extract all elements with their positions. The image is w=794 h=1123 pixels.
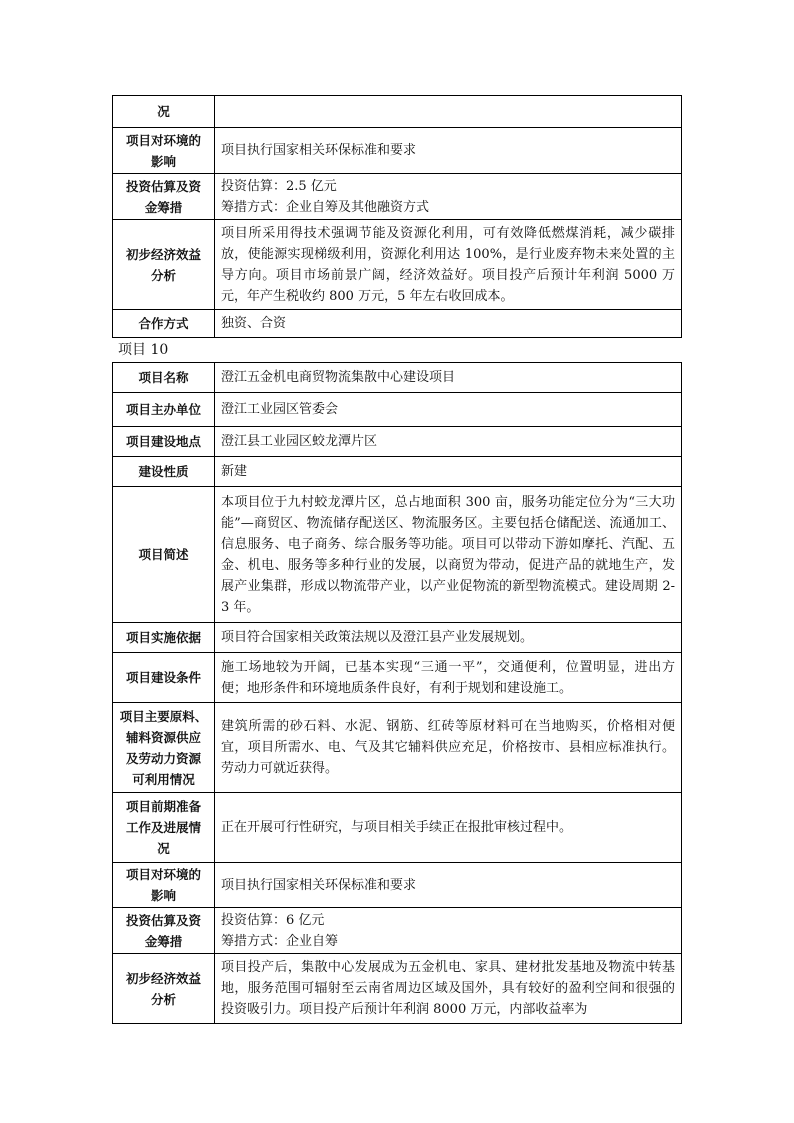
row-value: 项目符合国家相关政策法规以及澄江县产业发展规划。	[215, 623, 682, 653]
row-label: 项目名称	[113, 363, 215, 393]
table-row	[113, 427, 682, 457]
project-10-table	[112, 362, 682, 1024]
row-label: 项目实施依据	[113, 623, 215, 653]
project-9-table-continuation	[112, 95, 682, 338]
row-label: 项目前期准备 工作及进展情 况	[113, 793, 215, 863]
row-label: 投资估算及资 金筹措	[113, 174, 215, 220]
row-value: 独资、合资	[215, 310, 682, 338]
table-row	[113, 653, 682, 703]
table-row	[113, 128, 682, 174]
row-label: 项目对环境的 影响	[113, 128, 215, 174]
row-label: 合作方式	[113, 310, 215, 338]
row-label: 项目建设条件	[113, 653, 215, 703]
row-label: 项目主办单位	[113, 393, 215, 427]
row-value: 新建	[215, 457, 682, 487]
row-value	[215, 96, 682, 128]
table-row	[113, 310, 682, 338]
row-label: 投资估算及资 金筹措	[113, 908, 215, 954]
table-row	[113, 908, 682, 954]
row-value: 项目投产后，集散中心发展成为五金机电、家具、建材批发基地及物流中转基地，服务范围可辐射至云南省周边区域及国外，具有较好的盈利空间和很强的投资吸引力。项目投产后预计年利润 8000 万元，内部收益率为	[215, 954, 682, 1024]
row-label: 项目对环境的 影响	[113, 863, 215, 908]
table-row	[113, 623, 682, 653]
table-row	[113, 703, 682, 793]
row-value: 正在开展可行性研究，与项目相关手续正在报批审核过程中。	[215, 793, 682, 863]
table-row	[113, 863, 682, 908]
row-value: 澄江工业园区管委会	[215, 393, 682, 427]
table-row	[113, 96, 682, 128]
table-row	[113, 793, 682, 863]
table-row	[113, 220, 682, 310]
row-label: 项目建设地点	[113, 427, 215, 457]
row-label: 建设性质	[113, 457, 215, 487]
row-label: 项目主要原料、 辅料资源供应 及劳动力资源 可利用情况	[113, 703, 215, 793]
row-value: 项目执行国家相关环保标准和要求	[215, 863, 682, 908]
table-row	[113, 393, 682, 427]
row-label: 初步经济效益 分析	[113, 220, 215, 310]
table-row	[113, 174, 682, 220]
row-value: 建筑所需的砂石料、水泥、钢筋、红砖等原材料可在当地购买，价格相对便宜，项目所需水、电、气及其它辅料供应充足，价格按市、县相应标准执行。劳动力可就近获得。	[215, 703, 682, 793]
row-value: 项目所采用得技术强调节能及资源化利用，可有效降低燃煤消耗，减少碳排放，使能源实现梯级利用，资源化利用达 100%，是行业废弃物未来处置的主导方向。项目市场前景广阔，经济效益好。项目投产后预计年利润 5000 万元，年产生税收约 800 万元，5 年左右收回成本。	[215, 220, 682, 310]
row-value: 澄江五金机电商贸物流集散中心建设项目	[215, 363, 682, 393]
row-label: 初步经济效益 分析	[113, 954, 215, 1024]
table-row	[113, 457, 682, 487]
row-value: 施工场地较为开阔，已基本实现“三通一平”，交通便利，位置明显，进出方便；地形条件和环境地质条件良好，有利于规划和建设施工。	[215, 653, 682, 703]
row-value: 本项目位于九村蛟龙潭片区，总占地面积 300 亩，服务功能定位分为“三大功能”—商贸区、物流储存配送区、物流服务区。主要包括仓储配送、流通加工、信息服务、电子商务、综合服务等功能。项目可以带动下游如摩托、汽配、五金、机电、服务等多种行业的发展，以商贸为带动，促进产品的就地生产，发展产业集群，形成以物流带产业，以产业促物流的新型物流模式。建设周期 2-3 年。	[215, 487, 682, 623]
row-value: 澄江县工业园区蛟龙潭片区	[215, 427, 682, 457]
table-row	[113, 363, 682, 393]
row-value: 项目执行国家相关环保标准和要求	[215, 128, 682, 174]
row-value: 投资估算：6 亿元 筹措方式：企业自筹	[215, 908, 682, 954]
row-value: 投资估算：2.5 亿元 筹措方式：企业自筹及其他融资方式	[215, 174, 682, 220]
section-caption: 项目 10	[118, 342, 169, 358]
table-row	[113, 954, 682, 1024]
row-label: 项目简述	[113, 487, 215, 623]
row-label: 况	[113, 96, 215, 128]
table-row	[113, 487, 682, 623]
